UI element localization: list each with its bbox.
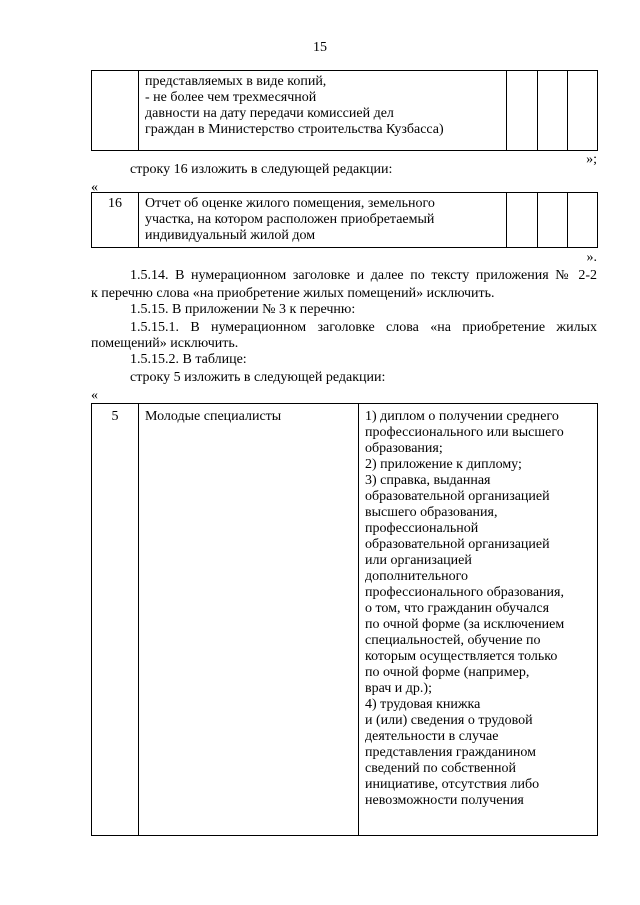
paragraph-1-5-15-1-line1: 1.5.15.1. В нумерационном заголовке слова «на приобретение жилых bbox=[130, 320, 597, 335]
row-number: 16 bbox=[92, 193, 139, 248]
document-line: сведений по собственной bbox=[365, 761, 516, 776]
row-category: Молодые специалисты bbox=[139, 404, 359, 836]
document-line: профессионального или высшего bbox=[365, 425, 564, 440]
text-line: граждан в Министерство строительства Кузбасса) bbox=[145, 122, 444, 137]
table-cell-empty bbox=[507, 71, 538, 151]
document-line: которым осуществляется только bbox=[365, 649, 558, 664]
document-line: инициативе, отсутствия либо bbox=[365, 777, 540, 792]
text-line: - не более чем трехмесячной bbox=[145, 90, 317, 105]
document-line: и (или) сведения о трудовой bbox=[365, 713, 533, 728]
table-cell-empty bbox=[568, 193, 598, 248]
document-line: специальностей, обучение по bbox=[365, 633, 541, 648]
instruction-text: строку 16 изложить в следующей редакции: bbox=[130, 162, 393, 177]
text-line: участка, на котором расположен приобретаемый bbox=[145, 212, 435, 227]
document-line: по очной форме (например, bbox=[365, 665, 530, 680]
table-cell-number bbox=[92, 71, 139, 151]
document-line: или организацией bbox=[365, 553, 472, 568]
document-line: 4) трудовая книжка bbox=[365, 697, 481, 712]
text-line: индивидуальный жилой дом bbox=[145, 228, 316, 243]
text-line: давности на дату передачи комиссией дел bbox=[145, 106, 394, 121]
table-cell-empty bbox=[507, 193, 538, 248]
continuation-lines bbox=[145, 74, 506, 138]
table-row-16 bbox=[91, 192, 598, 248]
closing-quote: »; bbox=[586, 152, 597, 167]
table-row-5 bbox=[91, 403, 598, 836]
document-line: невозможности получения bbox=[365, 793, 524, 808]
paragraph-1-5-14-line1: 1.5.14. В нумерационном заголовке и далее по тексту приложения № 2-2 bbox=[130, 268, 597, 283]
page-number: 15 bbox=[313, 40, 327, 55]
document-line: представления гражданином bbox=[365, 745, 536, 760]
document-line: 3) справка, выданная bbox=[365, 473, 491, 488]
document-line: 1) диплом о получении среднего bbox=[365, 409, 559, 424]
document-line: деятельности в случае bbox=[365, 729, 499, 744]
document-line: образования; bbox=[365, 441, 443, 456]
document-line: врач и др.); bbox=[365, 681, 432, 696]
opening-quote: « bbox=[91, 388, 98, 403]
table-cell-empty bbox=[568, 71, 598, 151]
table-continuation bbox=[91, 70, 598, 151]
document-line: образовательной организацией bbox=[365, 489, 550, 504]
table-cell-text bbox=[139, 71, 507, 151]
closing-quote: ». bbox=[586, 250, 597, 265]
document-line: профессиональной bbox=[365, 521, 479, 536]
paragraph-1-5-15: 1.5.15. В приложении № 3 к перечню: bbox=[130, 302, 356, 317]
document-line: о том, что гражданин обучался bbox=[365, 601, 550, 616]
paragraph-1-5-14-line2: к перечню слова «на приобретение жилых помещений» исключить. bbox=[91, 286, 495, 301]
row-number: 5 bbox=[92, 404, 139, 836]
document-line: по очной форме (за исключением bbox=[365, 617, 565, 632]
document-line: профессионального образования, bbox=[365, 585, 564, 600]
table-cell-empty bbox=[538, 71, 568, 151]
row-documents bbox=[359, 404, 598, 836]
text-line: представляемых в виде копий, bbox=[145, 74, 327, 89]
opening-quote: « bbox=[91, 180, 98, 195]
document-line: 2) приложение к диплому; bbox=[365, 457, 522, 472]
table-cell-empty bbox=[538, 193, 568, 248]
paragraph-1-5-15-2: 1.5.15.2. В таблице: bbox=[130, 352, 247, 367]
document-line: образовательной организацией bbox=[365, 537, 550, 552]
document-line: дополнительного bbox=[365, 569, 468, 584]
paragraph-1-5-15-1-line2: помещений» исключить. bbox=[91, 336, 239, 351]
instruction-text: строку 5 изложить в следующей редакции: bbox=[130, 370, 386, 385]
text-line: Отчет об оценке жилого помещения, земельного bbox=[145, 196, 435, 211]
document-line: высшего образования, bbox=[365, 505, 498, 520]
row-text bbox=[139, 193, 507, 248]
